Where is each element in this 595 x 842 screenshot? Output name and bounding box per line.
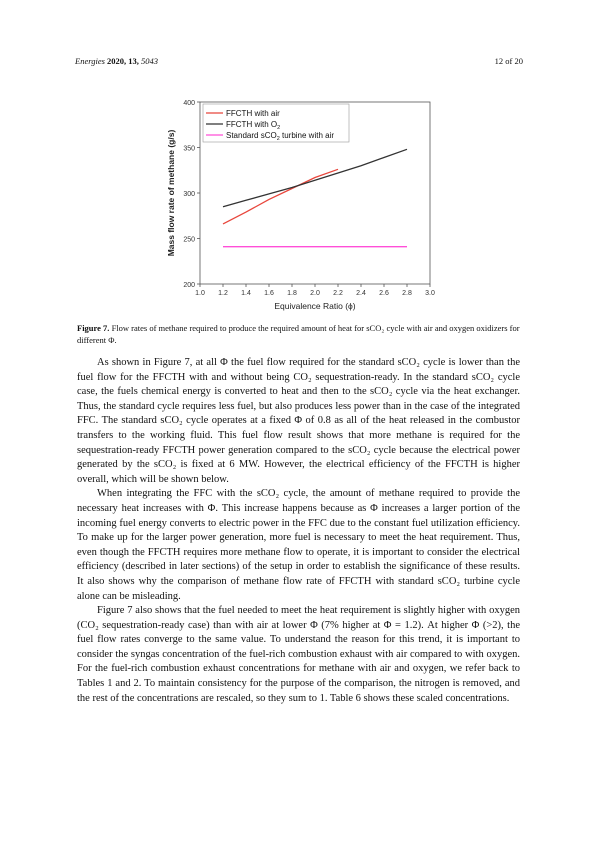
legend-entry-1: FFCTH with air — [226, 109, 280, 118]
y-axis-label: Mass flow rate of methane (g/s) — [166, 129, 176, 257]
body-text — [77, 356, 520, 706]
x-tick-label: 2.0 — [310, 290, 320, 297]
y-tick-label: 350 — [183, 145, 195, 153]
caption-text: Flow rates of methane required to produce the required amount of heat for sCO₂ cycle with air and oxygen oxidizers for different Φ. — [77, 323, 520, 345]
running-header — [75, 56, 158, 66]
x-tick-label: 1.2 — [218, 290, 228, 297]
x-tick-label: 2.4 — [356, 290, 366, 297]
paragraph-3: Figure 7 also shows that the fuel needed to meet the heat requirement is slightly higher with oxygen (CO₂ sequestration-ready case) than with air at lower Φ (7% higher at Φ = 1.2). At higher Φ (>2), the fuel flow rates converge to the same value. To understand the reason for this trend, it is important to consider the syngas concentration of the fuel-rich combustion exhaust with air compared to with oxygen. For the fuel-rich combustion exhaust concentrations for methane with air and oxygen, we refer back to Tables 1 and 2. To maintain consistency for the purpose of the comparison, the nitrogen is removed, and the rest of the concentrations are rescaled, so they sum to 1. Table 6 shows these scaled concentrations. — [77, 605, 520, 704]
x-tick-label: 1.6 — [264, 290, 274, 297]
citation-year-volume: 2020, 13, — [107, 56, 139, 66]
methane-flow-chart — [160, 94, 450, 319]
x-tick-label: 2.2 — [333, 290, 343, 297]
journal-name: Energies — [75, 56, 105, 66]
series-line-1 — [223, 169, 338, 224]
figure-caption — [77, 322, 520, 346]
y-tick-label: 400 — [183, 100, 195, 107]
page-number: 12 of 20 — [494, 56, 523, 66]
x-tick-label: 3.0 — [425, 290, 435, 297]
legend-entry-3: Standard sCO$_2$ turbine with air — [226, 131, 335, 142]
x-tick-label: 1.4 — [241, 290, 251, 297]
x-tick-label: 2.8 — [402, 290, 412, 297]
figure-7 — [160, 94, 450, 319]
x-tick-label: 1.8 — [287, 290, 297, 297]
x-tick-label: 1.0 — [195, 290, 205, 297]
x-axis-label: Equivalence Ratio (ϕ) — [274, 301, 356, 311]
legend-entry-2: FFCTH with $O_2$ — [226, 120, 281, 131]
caption-label: Figure 7. — [77, 323, 110, 333]
paragraph-1: As shown in Figure 7, at all Φ the fuel flow required for the standard sCO₂ cycle is lower than the fuel flow for the FFCTH with and without being CO₂ sequestration-ready. In the standard sCO₂ cycle case, the fuels chemical energy is converted to heat and then to the sCO₂ cycle via the heat exchanger. Thus, the standard cycle requires less fuel, but also produces less power than in the case of the integrated FFC. The standard sCO₂ cycle operates at a fixed Φ of 0.8 as all of the heat released in the combustor transfers to the working fluid. This fuel flow result shows that more methane is required for the sequestration-ready FFCTH power generation compared to the sCO₂ cycle because the electrical power generated by the sCO₂ is fixed at 6 MW. However, the electrical efficiency of the FFCTH is higher overall, which will be shown below. — [77, 357, 520, 485]
paragraph-2: When integrating the FFC with the sCO₂ cycle, the amount of methane required to provide the necessary heat increases with Φ. This increase happens because as Φ increases a larger portion of the incoming fuel energy converts to electric power in the FFC due to the constant fuel utilization efficiency. To make up for the larger power generation, more fuel is necessary to meet the heat requirement. Thus, even though the FFCTH requires more methane flow to operate, it is important to consider the electrical efficiency (described in later sections) of the setup in order to establish the significance of these results. It also shows why the comparison of methane flow rate of FFCTH with standard sCO₂ turbine cycle alone can be misleading. — [77, 488, 520, 602]
x-tick-label: 2.6 — [379, 290, 389, 297]
y-tick-label: 200 — [183, 282, 195, 289]
y-tick-label: 250 — [183, 236, 195, 244]
article-number: 5043 — [141, 56, 159, 66]
y-tick-label: 300 — [183, 191, 195, 198]
